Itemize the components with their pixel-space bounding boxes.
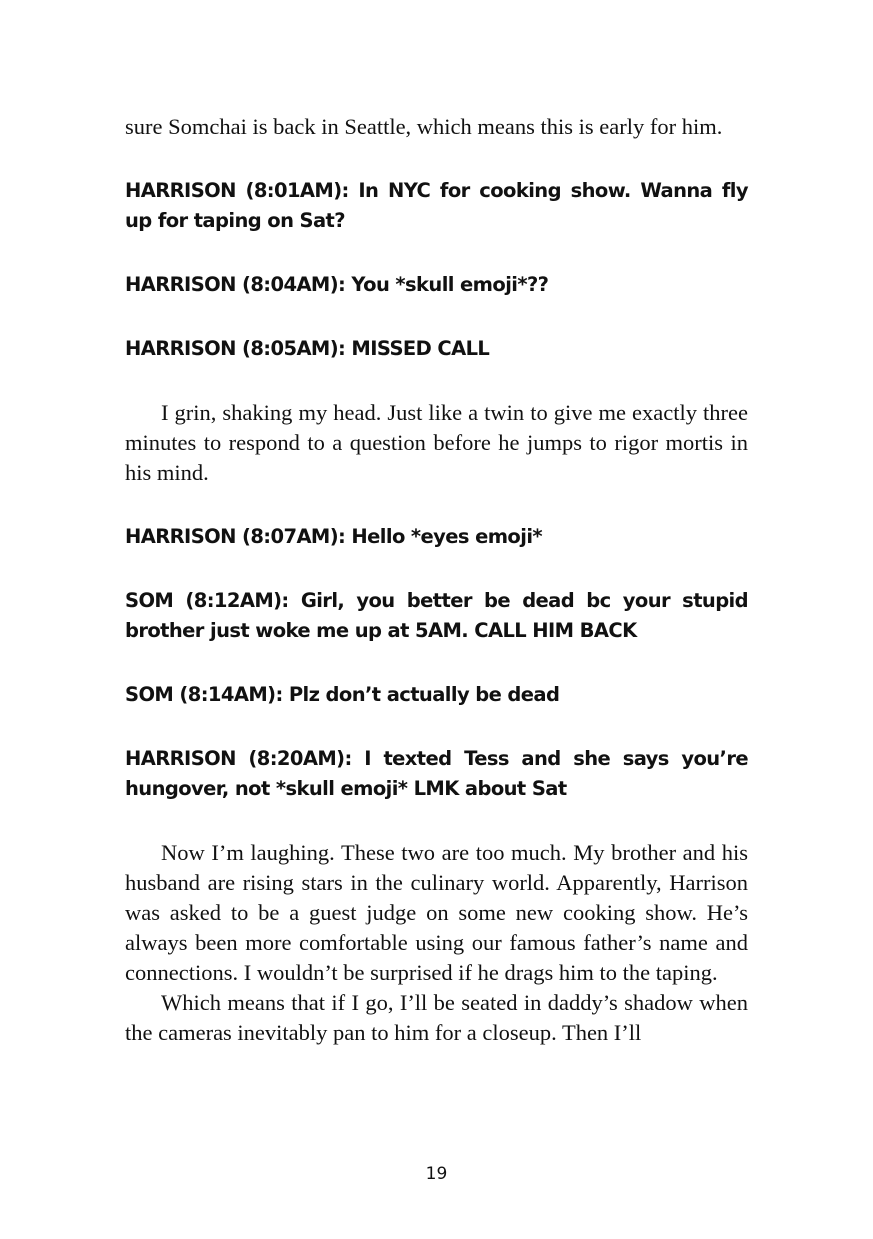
text-message-som-812: SOM (8:12AM): Girl, you better be dead bc your stupid brother just woke me up at 5AM. CALL HIM BACK (125, 589, 748, 642)
paragraph-shadow: Which means that if I go, I’ll be seated in daddy’s shadow when the cameras inevitably pan to him for a closeup. Then I’ll (125, 990, 748, 1045)
text-message-harrison-804: HARRISON (8:04AM): You *skull emoji*?? (125, 273, 549, 296)
spacer (125, 300, 748, 334)
page-body (125, 112, 748, 1048)
text-message-harrison-805: HARRISON (8:05AM): MISSED CALL (125, 337, 490, 360)
text-message-harrison-801: HARRISON (8:01AM): In NYC for cooking show. Wanna fly up for taping on Sat? (125, 179, 748, 232)
paragraph-laughing: Now I’m laughing. These two are too much. My brother and his husband are rising stars in the culinary world. Apparently, Harrison was asked to be a guest judge on some new cooking show. He’s always been more comfortable using our famous father’s name and connections. I wouldn’t be surprised if he drags him to the taping. (125, 840, 748, 985)
text-message-som-814: SOM (8:14AM): Plz don’t actually be dead (125, 683, 560, 706)
paragraph-grin: I grin, shaking my head. Just like a twin to give me exactly three minutes to respond to a question before he jumps to rigor mortis in his mind. (125, 400, 748, 485)
spacer (125, 142, 748, 176)
spacer (125, 804, 748, 838)
spacer (125, 488, 748, 522)
text-message-harrison-820: HARRISON (8:20AM): I texted Tess and she says you’re hungover, not *skull emoji* LMK about Sat (125, 747, 748, 800)
text-message-harrison-807: HARRISON (8:07AM): Hello *eyes emoji* (125, 525, 542, 548)
paragraph-continuation: sure Somchai is back in Seattle, which means this is early for him. (125, 114, 723, 139)
spacer (125, 710, 748, 744)
spacer (125, 364, 748, 398)
spacer (125, 552, 748, 586)
spacer (125, 236, 748, 270)
spacer (125, 646, 748, 680)
page-number: 19 (425, 1164, 448, 1184)
